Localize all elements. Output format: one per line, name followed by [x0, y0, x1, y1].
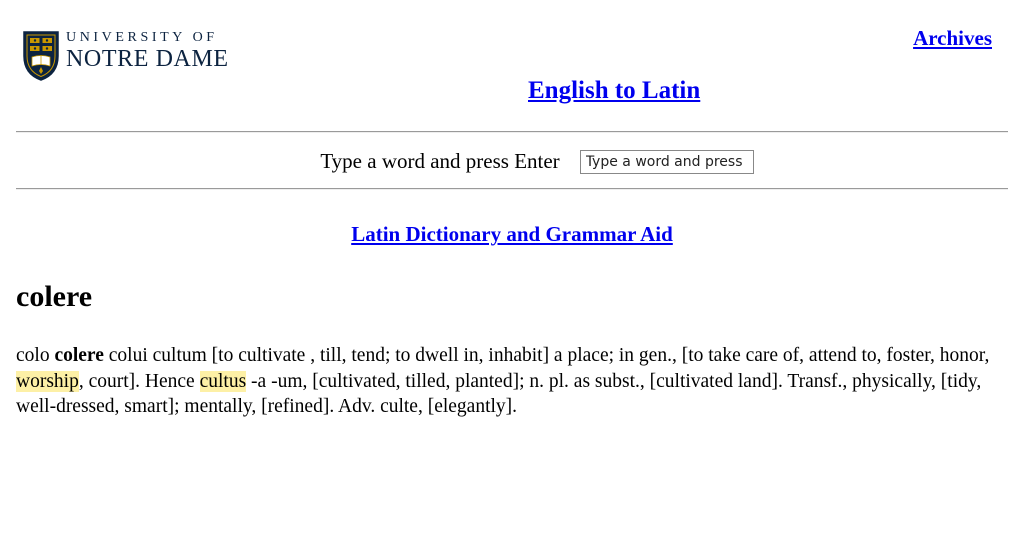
dictionary-link-row	[0, 222, 1024, 247]
entry-definition	[16, 343, 1008, 420]
top-divider	[16, 131, 1008, 133]
logo-line-university-of: UNIVERSITY OF	[66, 30, 218, 45]
notre-dame-shield-icon	[22, 30, 60, 82]
highlighted-term-worship: worship	[16, 370, 79, 392]
search-form	[0, 149, 1024, 174]
definition-text: , court]. Hence	[78, 370, 200, 392]
latin-dictionary-link[interactable]: Latin Dictionary and Grammar Aid	[351, 222, 673, 246]
definition-bold-form: colere	[54, 345, 104, 366]
definition-text: colui cultum [to cultivate , till, tend; to dwell in, inhabit] a place; in gen., [to take care of, attend to, foster, honor,	[103, 345, 990, 366]
archives-link[interactable]: Archives	[913, 26, 992, 50]
definition-text: colo	[16, 345, 55, 366]
entry-headword: colere	[16, 280, 93, 313]
university-wordmark	[66, 30, 229, 71]
search-input[interactable]	[580, 150, 754, 174]
english-to-latin-link[interactable]: English to Latin	[528, 77, 701, 104]
definition-text: -a -um, [cultivated, tilled, planted]; n. pl. as subst., [cultivated land]. Transf., physically, [tidy, well-dressed, smart]; mentally, [refined]. Adv. culte, [elegantly].	[16, 370, 982, 417]
search-label: Type a word and press Enter	[320, 149, 560, 173]
university-logo[interactable]	[22, 30, 229, 82]
bottom-divider	[16, 188, 1008, 190]
highlighted-term-cultus: cultus	[199, 370, 247, 392]
logo-line-notre-dame: NOTRE DAME	[66, 46, 229, 72]
